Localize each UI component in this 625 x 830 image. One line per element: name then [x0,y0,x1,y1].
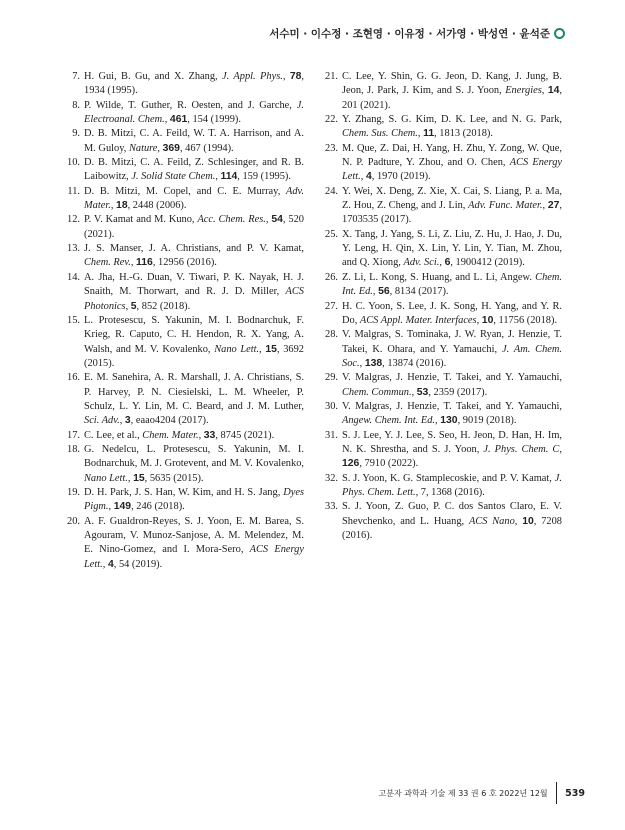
citation-text: , [411,386,417,398]
reference-text [84,213,304,242]
reference-number: 24. [325,185,338,197]
citation-text: H. Gui, B. Gu, and X. Zhang, [84,71,223,82]
journal-name: Energies [505,85,542,97]
references-left-column [64,70,304,572]
reference-text [84,185,304,214]
citation-text: D. B. Mitzi, M. Copel, and C. E. Murray, [84,185,287,197]
citation-text: , [215,171,221,183]
volume-number: 114 [220,171,238,183]
reference-item [322,300,562,329]
journal-name: Chem. Mater. [142,429,199,441]
reference-text [84,486,304,515]
reference-text [342,228,562,271]
reference-text [342,371,562,400]
journal-name: Acc. Chem. Res. [197,214,266,226]
reference-text [84,127,304,156]
citation-text: , [198,429,204,441]
journal-name: Nano Lett. [214,343,260,355]
reference-text [342,300,562,329]
reference-number: 14. [67,271,80,283]
citation-text: S. J. Lee, Y. J. Lee, S. Seo, H. Jeon, D. Han, H. Im, N. K. Shrestha, and S. J. Yoon, [342,429,562,455]
citation-text: E. M. Sanehira, A. R. Marshall, J. A. Christians, S. P. Harvey, P. N. Ciesielski, L. M. Wheeler, P. Schulz, L. Y. Lin, M. C. Beard, and J. M. Luther, [84,372,304,412]
reference-text [84,70,304,99]
journal-name: Dyes Pigm. [84,486,304,513]
reference-text [342,500,562,543]
citation-text: , [108,501,114,513]
reference-text [84,156,304,185]
citation-text: C. Lee, et al., [84,429,143,441]
citation-text: , 8134 (2017). [389,286,449,298]
circle-icon [554,28,565,39]
journal-name: Chem. Sus. Chem. [342,128,418,140]
footer-divider [556,782,558,804]
citation-text: , 1934 (1995). [84,71,304,97]
journal-name: Adv. Mater. [84,185,304,212]
volume-number: 6 [444,257,451,269]
citation-text: V. Malgras, S. Tominaka, J. W. Ryan, J. Henzie, T. Takei, K. Ohara, and Y. Yamauchi, [342,329,562,355]
volume-number: 130 [440,415,458,427]
reference-number: 11. [67,185,80,197]
reference-number: 21. [325,71,338,82]
reference-item [64,271,304,314]
citation-text: , [541,85,548,97]
reference-item [322,185,562,228]
reference-number: 18. [67,443,80,455]
citation-text: , [119,415,125,427]
reference-number: 10. [67,157,80,169]
citation-text: , 852 (2018). [136,300,191,312]
volume-number: 33 [203,429,216,441]
reference-item [64,443,304,486]
reference-item [322,271,562,300]
reference-text [84,271,304,314]
reference-text [342,271,562,300]
journal-name: ACS Appl. Mater. Interfaces [359,314,477,326]
reference-number: 29. [325,372,338,384]
volume-number: 149 [113,501,132,513]
citation-text: H. C. Yoon, S. Lee, J. K. Song, H. Yang, and Y. R. Do, [342,300,562,326]
citation-text: Z. Li, L. Kong, S. Huang, and L. Li, Angew. [342,271,536,283]
reference-number: 13. [67,243,80,255]
citation-text: , 1970 (2019). [371,171,431,183]
reference-text [342,400,562,429]
volume-number: 369 [162,142,180,154]
citation-text: C. Lee, Y. Shin, G. G. Jeon, D. Kang, J. Jung, B. Jeon, J. Park, J. Kim, and S. J. Yoon, [342,71,562,97]
page-number: 539 [565,787,585,799]
author-list: 서수미 · 이수정 · 조현영 · 이유정 · 서가영 · 박성연 · 윤석준 [269,28,550,40]
journal-name: J. Phys. Chem. Lett. [342,472,562,498]
citation-text: S. J. Yoon, Z. Guo, P. C. dos Santos Claro, E. V. Shevchenko, and L. Huang, [342,501,562,527]
reference-item [64,70,304,99]
citation-text: , [282,71,290,82]
reference-text [342,328,562,371]
citation-text: , 467 (1994). [179,142,234,154]
citation-text: , [110,200,117,212]
volume-number: 14 [547,85,560,97]
reference-text [342,429,562,472]
reference-number: 12. [67,214,80,226]
journal-name: Chem. Commun. [342,386,412,398]
journal-name: Chem. Int. Ed. [342,271,562,298]
citation-text: , [559,443,562,455]
volume-number: 27 [547,200,560,212]
citation-text: , 5635 (2015). [144,472,204,484]
reference-text [342,70,562,113]
reference-item [322,70,562,113]
citation-text: S. J. Yoon, K. G. Stamplecoskie, and P. V. Kamat, [342,472,555,484]
citation-text: , 201 (2021). [342,85,562,111]
reference-item [322,113,562,142]
citation-text: , [125,300,131,312]
citation-text: D. B. Mitzi, C. A. Feild, Z. Schlesinger, and R. B. Laibowitz, [84,157,304,183]
volume-number: 461 [169,114,188,126]
citation-text: , 7910 (2022). [359,458,419,470]
reference-item [64,242,304,271]
reference-item [64,185,304,214]
reference-text [342,472,562,501]
reference-item [64,429,304,443]
volume-number: 56 [378,286,390,298]
journal-name: Angew. Chem. Int. Ed. [342,415,436,427]
citation-text: , 13874 (2016). [382,357,447,369]
reference-text [84,371,304,428]
reference-item [322,328,562,371]
citation-text: , [439,257,445,269]
reference-item [64,99,304,128]
reference-number: 32. [325,472,338,484]
journal-name: Sci. Adv. [84,415,120,427]
reference-text [84,99,304,128]
reference-number: 16. [67,372,80,384]
volume-number: 116 [136,257,153,269]
citation-text: D. H. Park, J. S. Han, W. Kim, and H. S. Jang, [84,486,284,498]
references-right-column [322,70,562,543]
reference-text [342,113,562,142]
journal-name: ACS Energy Lett. [342,157,562,183]
citation-text: P. Wilde, T. Guther, R. Oesten, and J. Garche, [84,99,297,111]
reference-item [64,156,304,185]
volume-number: 4 [365,171,372,183]
volume-number: 3 [124,415,131,427]
citation-text: Y. Wei, X. Deng, Z. Xie, X. Cai, S. Liang, P. a. Ma, Z. Hou, Z. Cheng, and J. Lin, [342,185,562,212]
reference-text [84,443,304,486]
citation-text: , [514,515,523,527]
citation-text: G. Nedelcu, L. Protesescu, S. Yakunin, M. I. Bodnarchuk, M. J. Grotevent, and M. V. Kovalenko, [84,443,304,470]
citation-text: Y. Zhang, S. G. Kim, D. K. Lee, and N. G. Park, [342,114,562,126]
volume-number: 138 [364,357,383,369]
citation-text: , [476,314,482,326]
page-footer [378,782,585,804]
volume-number: 54 [271,214,283,226]
citation-text: , [360,171,366,183]
reference-number: 17. [67,429,80,441]
journal-name: J. Electroanal. Chem. [84,99,304,126]
citation-text: , 2359 (2017). [428,386,488,398]
citation-text: , 9019 (2018). [457,415,517,427]
citation-text: , 7208 (2016). [342,515,562,541]
citation-text: , [127,472,134,484]
citation-text: , 1813 (2018). [434,128,493,140]
reference-text [342,142,562,185]
reference-item [322,371,562,400]
volume-number: 10 [522,515,534,527]
citation-text: , 7, 1368 (2016). [415,486,485,498]
citation-text: , 1703535 (2017). [342,200,563,226]
citation-text: , [102,558,108,570]
citation-text: , [157,142,163,154]
volume-number: 53 [416,386,429,398]
reference-item [64,515,304,572]
reference-number: 23. [325,142,338,154]
citation-text: , 12956 (2016). [152,257,217,269]
reference-item [322,228,562,271]
reference-text [84,314,304,371]
citation-text: V. Malgras, J. Henzie, T. Takei, and Y. Yamauchi, [342,400,562,412]
reference-number: 15. [67,314,80,326]
citation-text: , [359,357,365,369]
citation-text: , 246 (2018). [131,501,185,513]
volume-number: 126 [342,458,360,470]
citation-text: , 154 (1999). [187,114,241,126]
reference-item [322,400,562,429]
journal-name: Nano Lett. [84,472,128,484]
citation-text: , 520 (2021). [84,214,305,240]
reference-item [322,142,562,185]
reference-item [322,500,562,543]
reference-item [322,472,562,501]
reference-text [84,515,304,572]
reference-item [64,371,304,428]
reference-number: 33. [325,501,338,513]
reference-number: 30. [325,400,338,412]
volume-number: 11 [423,128,435,140]
journal-name: ACS Energy Lett. [84,544,304,570]
reference-text [84,429,304,443]
reference-number: 26. [325,271,338,283]
journal-info: 고분자 과학과 기술 제 33 권 6 호 2022년 12월 [378,788,548,798]
citation-text: , 159 (1995). [237,171,291,183]
volume-number: 10 [481,314,494,326]
reference-number: 7. [72,71,80,82]
reference-number: 22. [325,114,338,126]
citation-text: P. V. Kamat and M. Kuno, [84,214,198,226]
reference-text [342,185,562,228]
citation-text: J. S. Manser, J. A. Christians, and P. V. Kamat, [84,243,304,255]
citation-text: , [372,286,379,298]
citation-text: , 2448 (2006). [127,200,187,212]
citation-text: A. Jha, H.-G. Duan, V. Tiwari, P. K. Nayak, H. J. Snaith, M. Thorwart, and R. J. D. Miller, [84,271,304,298]
reference-item [64,314,304,371]
citation-text: D. B. Mitzi, C. A. Feild, W. T. A. Harrison, and A. M. Guloy, [84,128,304,154]
journal-name: Nature [128,142,158,154]
citation-text: V. Malgras, J. Henzie, T. Takei, and Y. Yamauchi, [342,372,562,384]
journal-name: Adv. Func. Mater. [468,200,543,212]
reference-number: 28. [325,329,338,341]
reference-number: 25. [325,228,338,240]
running-header [269,26,565,41]
citation-text: , 54 (2019). [113,558,163,570]
volume-number: 78 [289,71,302,82]
journal-name: ACS Nano [468,515,515,527]
citation-text: M. Que, Z. Dai, H. Yang, H. Zhu, Y. Zong, W. Que, N. P. Padture, Y. Zhou, and O. Chen, [342,142,562,169]
reference-item [64,127,304,156]
citation-text: , [417,128,424,140]
citation-text: , 11756 (2018). [493,314,558,326]
citation-text: , 3692 (2015). [84,343,304,369]
volume-number: 15 [265,343,277,355]
citation-text: , 1900412 (2019). [450,257,525,269]
volume-number: 15 [133,472,145,484]
citation-text: A. F. Gualdron-Reyes, S. J. Yoon, E. M. Barea, S. Agouram, V. Munoz-Sanjose, A. M. Melendez, M. E. Nino-Gomez, and I. Mora-Sero, [84,515,304,556]
volume-number: 5 [130,300,137,312]
journal-name: ACS Photonics [84,286,304,312]
journal-name: J. Am. Chem. Soc. [342,343,562,369]
reference-number: 8. [72,99,80,111]
reference-number: 9. [72,128,80,140]
citation-text: , [259,343,266,355]
journal-name: J. Appl. Phys. [222,71,283,82]
citation-text: , [542,200,548,212]
citation-text: , [164,114,170,126]
citation-text: , 8745 (2021). [215,429,275,441]
citation-text: X. Tang, J. Yang, S. Li, Z. Liu, Z. Hu, J. Hao, J. Du, Y. Leng, H. Qin, X. Lin, Y. Lin, Y. Tian, M. Zhou, and Q. Xiong, [342,228,562,269]
reference-item [64,486,304,515]
reference-item [64,213,304,242]
reference-item [322,429,562,472]
reference-number: 19. [67,486,80,498]
citation-text: , eaao4204 (2017). [130,415,209,427]
citation-text: L. Protesescu, S. Yakunin, M. I. Bodnarchuk, F. Krieg, R. Caputo, C. H. Hendon, R. X. Yang, A. Walsh, and M. V. Kovalenko, [84,314,304,355]
reference-text [84,242,304,271]
reference-number: 31. [325,429,338,441]
journal-name: J. Solid State Chem. [131,171,216,183]
reference-number: 27. [325,300,338,312]
journal-name: Adv. Sci. [403,257,440,269]
reference-number: 20. [67,515,80,527]
volume-number: 4 [107,558,114,570]
journal-name: Chem. Rev. [84,257,131,269]
citation-text: , [435,415,441,427]
journal-name: J. Phys. Chem. C [483,443,560,455]
volume-number: 18 [116,200,128,212]
citation-text: , [130,257,137,269]
citation-text: , [265,214,272,226]
